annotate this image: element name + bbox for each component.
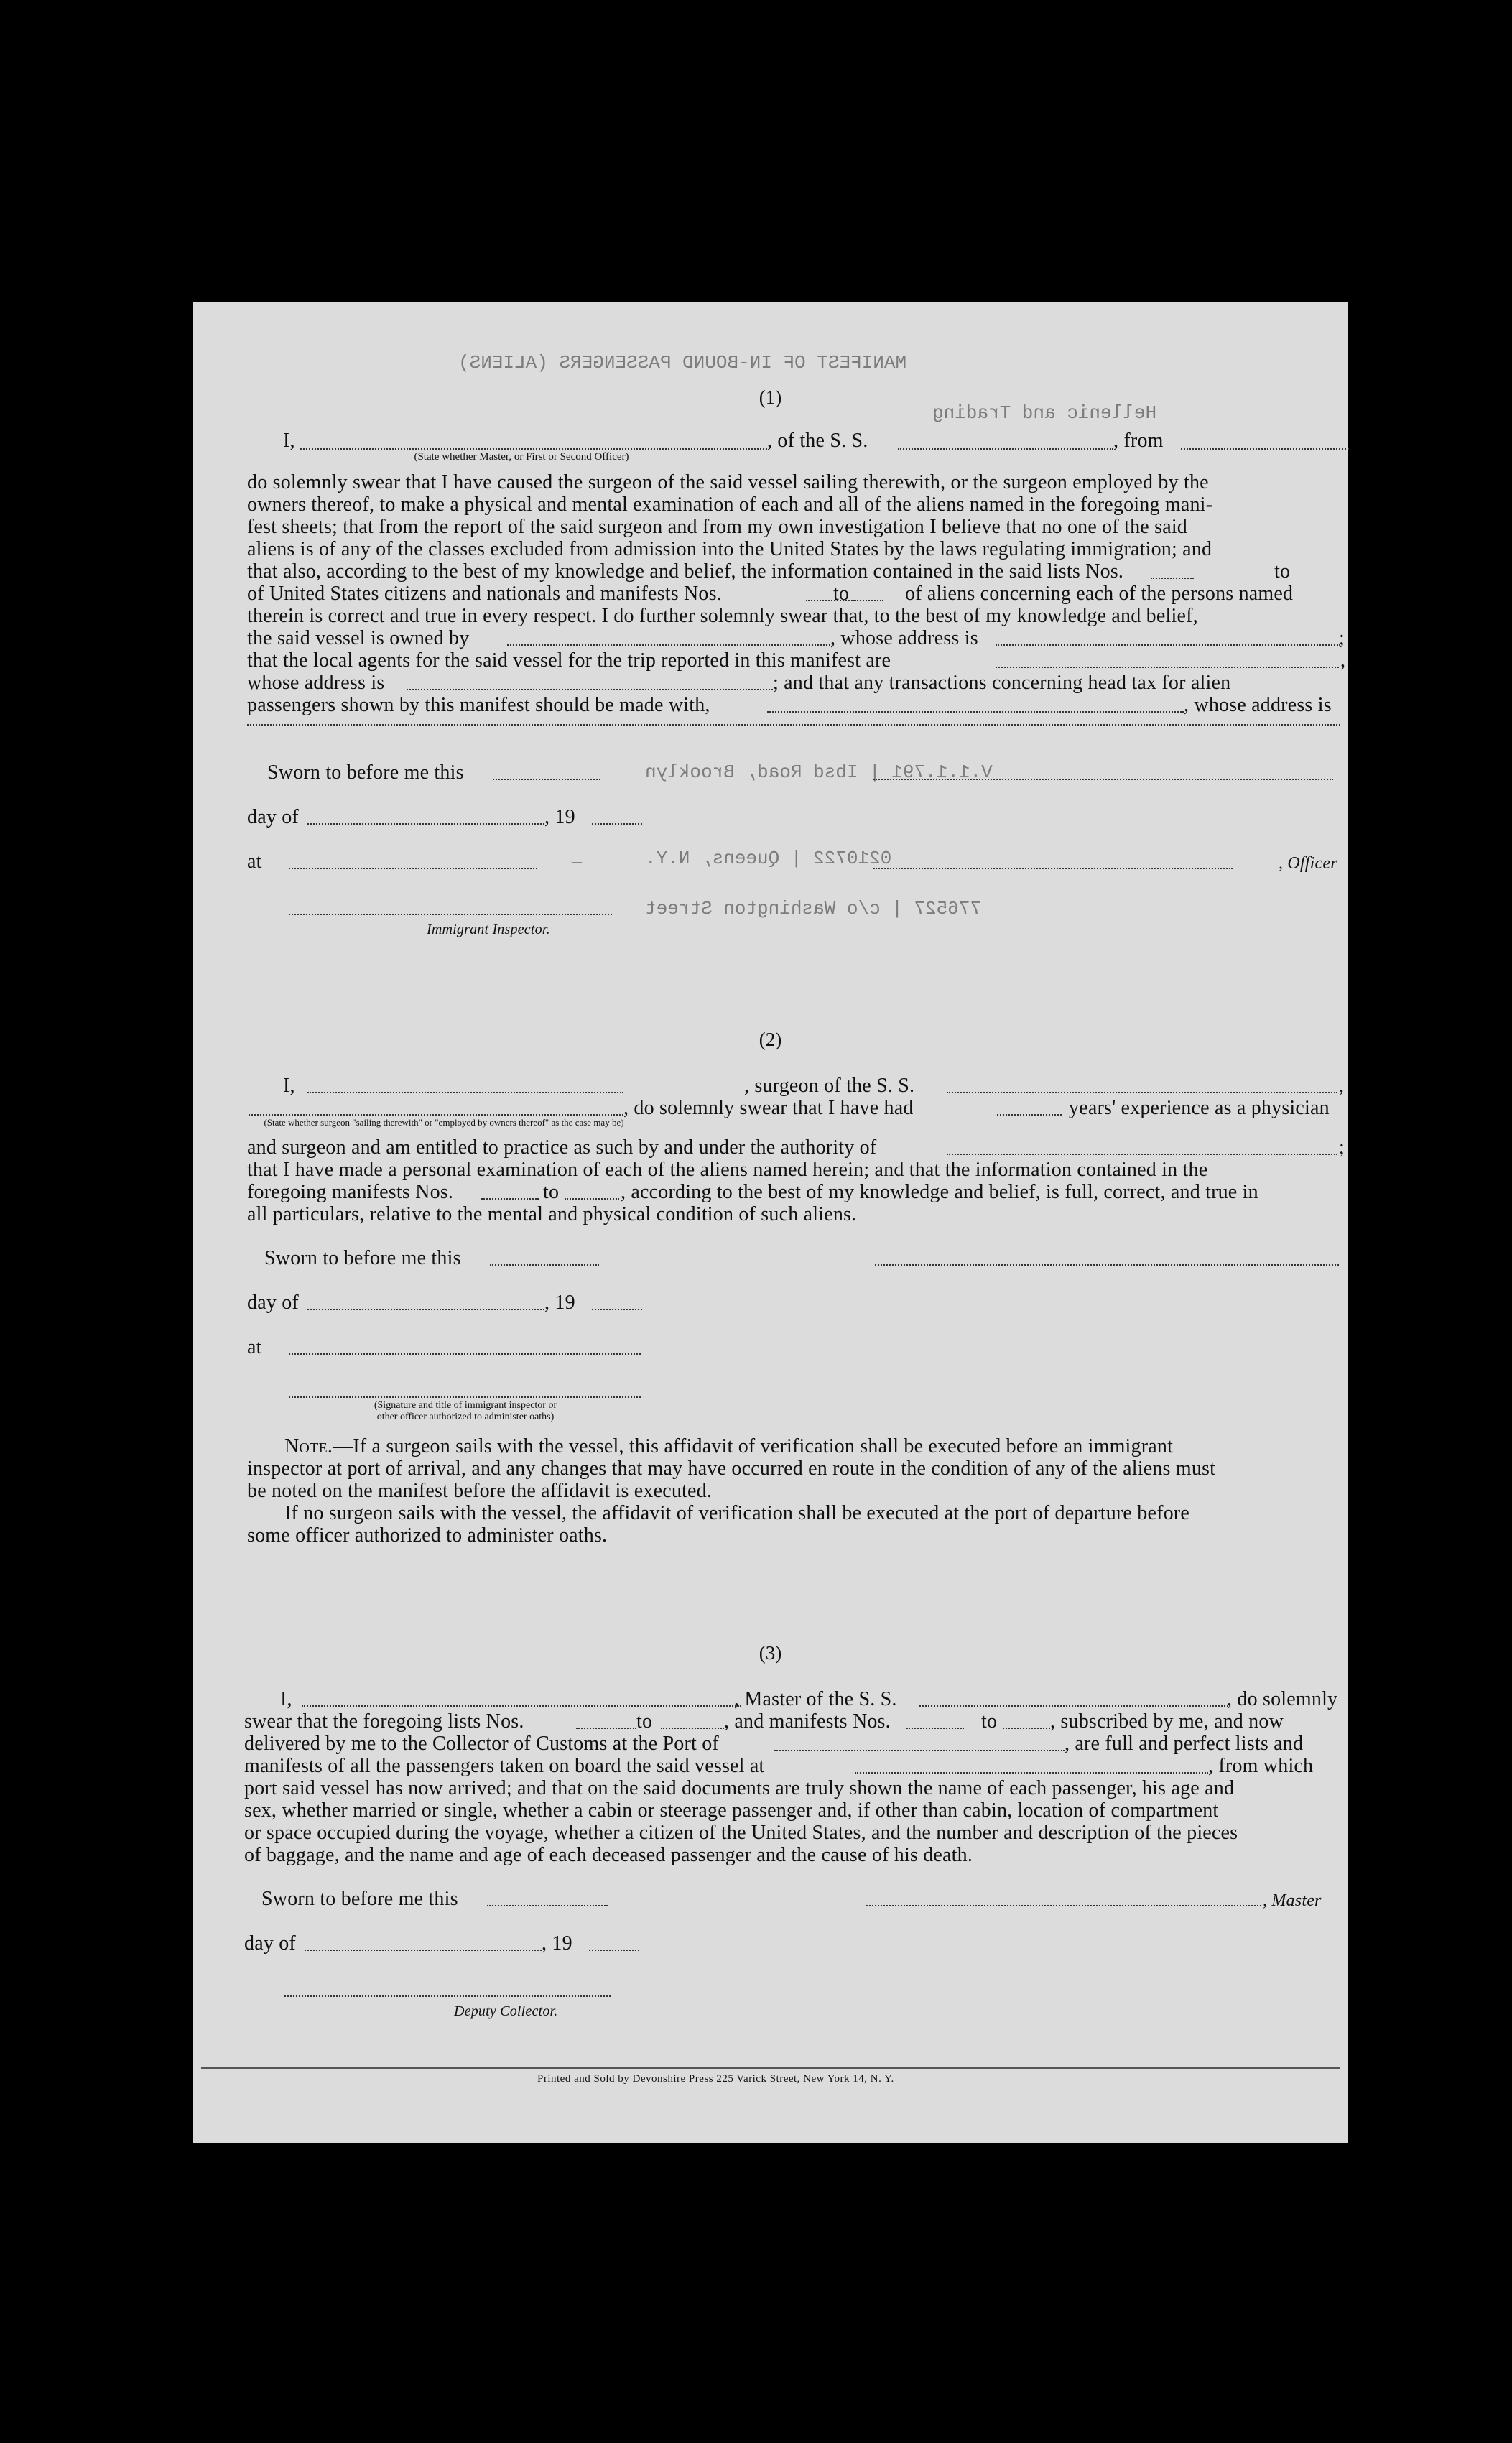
section-3-year: , 19 bbox=[542, 1932, 572, 1955]
section-1-at-field[interactable] bbox=[289, 868, 537, 869]
section-2-year: , 19 bbox=[544, 1292, 575, 1314]
section-2-to: to bbox=[543, 1181, 560, 1203]
section-2-line-1: and surgeon and am entitled to practice as such by and under the authority of bbox=[247, 1136, 877, 1159]
section-2-note: (State whether surgeon "sailing therewith" or "employed by owners thereof" as the case may be) bbox=[264, 1117, 624, 1128]
section-3-i-label: I, bbox=[280, 1688, 292, 1710]
bleed-through-row-3: 776527 | c/o Washington Street bbox=[645, 898, 982, 919]
section-2-number: (2) bbox=[759, 1029, 782, 1050]
section-3-to2: to bbox=[981, 1710, 998, 1733]
section-2-inspector-signature-field[interactable] bbox=[289, 1396, 641, 1398]
affidavit-line-10: whose address is bbox=[247, 672, 385, 694]
section-2-semicolon: ; bbox=[1339, 1136, 1345, 1159]
section-2-at-field[interactable] bbox=[289, 1353, 641, 1355]
section-3-line-7: of baggage, and the name and age of each deceased passenger and the cause of his death. bbox=[244, 1844, 973, 1866]
section-3-month-field[interactable] bbox=[305, 1950, 542, 1951]
section-1-month-field[interactable] bbox=[307, 823, 544, 825]
section-1-number: (1) bbox=[759, 386, 782, 408]
manifest-affidavit-page bbox=[193, 302, 1348, 2143]
section-2-according: , according to the best of my knowledge and belief, is full, correct, and true in bbox=[621, 1181, 1258, 1203]
section-3-manifests-from-field[interactable] bbox=[906, 1728, 964, 1729]
binder-hole-3 bbox=[1404, 499, 1441, 536]
section-3-master: , Master bbox=[1263, 1891, 1322, 1910]
section-2-line-3: foregoing manifests Nos. bbox=[247, 1181, 454, 1203]
collector-port-field[interactable] bbox=[774, 1750, 1065, 1751]
section-1-at: at bbox=[247, 850, 262, 873]
section-3-master-signature-field[interactable] bbox=[866, 1905, 1261, 1906]
section-2-sig-note-1: (Signature and title of immigrant inspector or bbox=[374, 1400, 557, 1411]
section-2-day-of: day of bbox=[247, 1292, 299, 1314]
section-2-line-4: all particulars, relative to the mental and physical condition of such aliens. bbox=[247, 1203, 857, 1225]
affidavit-line-1: do solemnly swear that I have caused the surgeon of the said vessel sailing therewith, or the surgeon employed by the bbox=[247, 471, 1209, 493]
local-agents-field[interactable] bbox=[996, 667, 1339, 668]
vessel-owner-field[interactable] bbox=[507, 644, 830, 646]
section-2-vessel-field[interactable] bbox=[947, 1092, 1337, 1093]
section-3-vessel-field[interactable] bbox=[919, 1705, 1228, 1707]
section-2-swear: , do solemnly swear that I have had bbox=[623, 1097, 914, 1119]
lists-to-label: to bbox=[1274, 560, 1291, 583]
affidavit-line-8: the said vessel is owned by bbox=[247, 627, 470, 649]
affidavit-line-11: passengers shown by this manifest should be made with, bbox=[247, 694, 710, 716]
section-3-day-of: day of bbox=[244, 1932, 296, 1955]
note-label: Note. bbox=[284, 1435, 333, 1457]
section-2-years: years' experience as a physician bbox=[1069, 1097, 1330, 1119]
section-3-from-which: , from which bbox=[1208, 1755, 1314, 1777]
bleed-through-header: MANIFEST OF IN-BOUND PASSENGERS (ALIENS) bbox=[458, 352, 907, 374]
section-1-officer-title-field[interactable] bbox=[873, 868, 1233, 869]
section-3-line-2: delivered by me to the Collector of Customs at the Port of bbox=[244, 1733, 719, 1755]
section-3-sworn: Sworn to before me this bbox=[261, 1888, 458, 1910]
bleed-through-row-2: 0210722 | Queens, N.Y. bbox=[645, 848, 892, 869]
master-name-field[interactable] bbox=[300, 448, 767, 450]
binder-hole-5 bbox=[1398, 945, 1435, 983]
section-2-comma: , bbox=[1339, 1075, 1345, 1097]
section-2-manifests-to-field[interactable] bbox=[565, 1198, 619, 1200]
footer-rule bbox=[201, 2067, 1340, 2069]
head-tax-address-label: , whose address is bbox=[1184, 694, 1332, 716]
manifests-nos-to-field[interactable] bbox=[855, 600, 883, 601]
section-2-surgeon-of: , surgeon of the S. S. bbox=[744, 1075, 915, 1097]
section-1-day-of: day of bbox=[247, 806, 299, 828]
note-text-1: —If a surgeon sails with the vessel, this affidavit of verification shall be executed before an immigrant bbox=[333, 1435, 1174, 1457]
departure-port-field[interactable] bbox=[855, 1772, 1208, 1774]
agents-address-field[interactable] bbox=[407, 689, 773, 690]
section-2-sworn-date-field[interactable] bbox=[490, 1264, 599, 1266]
note-line-5: some officer authorized to administer oaths. bbox=[247, 1524, 608, 1547]
section-1-sworn: Sworn to before me this bbox=[267, 761, 464, 784]
section-3-lists-to-field[interactable] bbox=[661, 1728, 724, 1729]
comma-1: , bbox=[1340, 649, 1346, 672]
section-3-line-6: or space occupied during the voyage, whether a citizen of the United States, and the number and description of the pieces bbox=[244, 1822, 1238, 1844]
section-2-manifests-from-field[interactable] bbox=[481, 1198, 539, 1200]
binder-hole-1 bbox=[1405, 353, 1442, 391]
section-3-subscribed: , subscribed by me, and now bbox=[1050, 1710, 1284, 1733]
section-3-and-manifests: , and manifests Nos. bbox=[724, 1710, 891, 1733]
head-tax-party-field[interactable] bbox=[767, 711, 1184, 713]
affidavit-line-7: therein is correct and true in every respect. I do further solemnly swear that, to the best of my knowledge and belief, bbox=[247, 605, 1198, 627]
manifests-to-label: to bbox=[833, 583, 850, 605]
section-3-master-of: , Master of the S. S. bbox=[734, 1688, 897, 1710]
note-line-1 bbox=[284, 1435, 1173, 1458]
section-1-inspector-signature-field[interactable] bbox=[289, 914, 612, 915]
affidavit-line-2: owners thereof, to make a physical and mental examination of each and all of the aliens named in the foregoing mani- bbox=[247, 493, 1213, 516]
section-3-full-perfect: , are full and perfect lists and bbox=[1065, 1733, 1304, 1755]
section-3-line-4: port said vessel has now arrived; and that on the said documents are truly shown the name of each passenger, his age and bbox=[244, 1777, 1235, 1799]
officer-note: (State whether Master, or First or Second Officer) bbox=[414, 451, 629, 463]
section-3-line-3: manifests of all the passengers taken on board the said vessel at bbox=[244, 1755, 765, 1777]
section-2-month-field[interactable] bbox=[307, 1309, 544, 1310]
affidavit-line-6: of United States citizens and nationals and manifests Nos. bbox=[247, 583, 722, 605]
vessel-name-field[interactable] bbox=[898, 448, 1113, 450]
affidavit-line-9: that the local agents for the said vessel for the trip reported in this manifest are bbox=[247, 649, 891, 672]
section-2-surgeon-signature-field[interactable] bbox=[875, 1264, 1339, 1266]
head-tax-text: ; and that any transactions concerning head tax for alien bbox=[773, 672, 1231, 694]
bleed-through-row-1: V.1.1.791 | Ibsd Road, Brooklyn bbox=[645, 761, 993, 783]
section-3-manifests-to-field[interactable] bbox=[1003, 1728, 1050, 1729]
binder-hole-7 bbox=[1386, 1616, 1424, 1654]
section-2-line-2: that I have made a personal examination of each of the aliens named herein; and that the information contained in the bbox=[247, 1159, 1208, 1181]
section-3-sworn-date-field[interactable] bbox=[487, 1905, 608, 1906]
binder-hole-11 bbox=[1379, 2195, 1416, 2233]
section-2-year-field[interactable] bbox=[592, 1309, 642, 1310]
section-1-officer: , Officer bbox=[1279, 854, 1337, 873]
section-1-of-ss: , of the S. S. bbox=[767, 430, 868, 452]
surgeon-name-field[interactable] bbox=[307, 1092, 623, 1093]
of-aliens-text: of aliens concerning each of the persons named bbox=[905, 583, 1294, 605]
owner-address-field[interactable] bbox=[996, 644, 1340, 646]
note-line-2: inspector at port of arrival, and any changes that may have occurred en route in the condition of any of the aliens must bbox=[247, 1457, 1216, 1480]
section-3-master-name-field[interactable] bbox=[302, 1705, 741, 1707]
printer-footer: Printed and Sold by Devonshire Press 225 Varick Street, New York 14, N. Y. bbox=[537, 2073, 894, 2085]
surgeon-status-field[interactable] bbox=[249, 1114, 623, 1116]
section-1-year-field[interactable] bbox=[592, 823, 642, 825]
section-3-deputy: Deputy Collector. bbox=[454, 2003, 558, 2019]
head-tax-address-field[interactable] bbox=[247, 724, 1340, 726]
section-2-sig-note-2: other officer authorized to administer oaths) bbox=[376, 1411, 555, 1422]
affidavit-line-4: aliens is of any of the classes excluded from admission into the United States by the laws regulating immigration; and bbox=[247, 538, 1212, 560]
section-3-to: to bbox=[636, 1710, 653, 1733]
note-line-4: If no surgeon sails with the vessel, the affidavit of verification shall be executed at the port of departure before bbox=[284, 1502, 1189, 1524]
section-3-collector-signature-field[interactable] bbox=[284, 1995, 611, 1997]
section-2-at: at bbox=[247, 1336, 262, 1358]
note-line-3: be noted on the manifest before the affidavit is executed. bbox=[247, 1480, 713, 1502]
binder-hole-8 bbox=[1398, 1731, 1435, 1768]
section-1-officer-signature-field[interactable] bbox=[873, 779, 1333, 780]
section-3-number: (3) bbox=[759, 1642, 782, 1664]
section-1-sworn-date-field[interactable] bbox=[493, 779, 600, 780]
section-2-sworn: Sworn to before me this bbox=[264, 1247, 461, 1269]
binder-hole-4 bbox=[1396, 829, 1434, 866]
section-1-from: , from bbox=[1113, 430, 1164, 452]
section-3-solemnly: , do solemnly bbox=[1227, 1688, 1338, 1710]
owner-address-label: , whose address is bbox=[830, 627, 978, 649]
section-3-line-1: swear that the foregoing lists Nos. bbox=[244, 1710, 524, 1733]
experience-years-field[interactable] bbox=[997, 1114, 1062, 1116]
affidavit-line-5: that also, according to the best of my knowledge and belief, the information contained in the said lists Nos. bbox=[247, 560, 1124, 583]
binder-hole-10 bbox=[1398, 2090, 1435, 2128]
affidavit-line-3: fest sheets; that from the report of the said surgeon and from my own investigation I believe that no one of the said bbox=[247, 516, 1188, 538]
section-1-year: , 19 bbox=[544, 806, 575, 828]
section-2-i-label: I, bbox=[283, 1075, 295, 1097]
bleed-through-header-2: Hellenic and Trading bbox=[932, 402, 1157, 424]
section-3-lists-from-field[interactable] bbox=[576, 1728, 636, 1729]
section-3-line-5: sex, whether married or single, whether a cabin or steerage passenger and, if other than cabin, location of compartment bbox=[244, 1799, 1219, 1822]
lists-nos-from-field[interactable] bbox=[1151, 578, 1194, 579]
binder-hole-6 bbox=[1402, 1277, 1439, 1315]
section-1-dash: – bbox=[572, 850, 583, 873]
authority-field[interactable] bbox=[947, 1154, 1337, 1155]
from-port-field[interactable] bbox=[1181, 448, 1349, 450]
section-1-inspector: Immigrant Inspector. bbox=[427, 922, 550, 937]
semicolon-1: ; bbox=[1339, 627, 1345, 649]
section-1-i-label: I, bbox=[283, 430, 295, 452]
section-3-year-field[interactable] bbox=[589, 1950, 639, 1951]
